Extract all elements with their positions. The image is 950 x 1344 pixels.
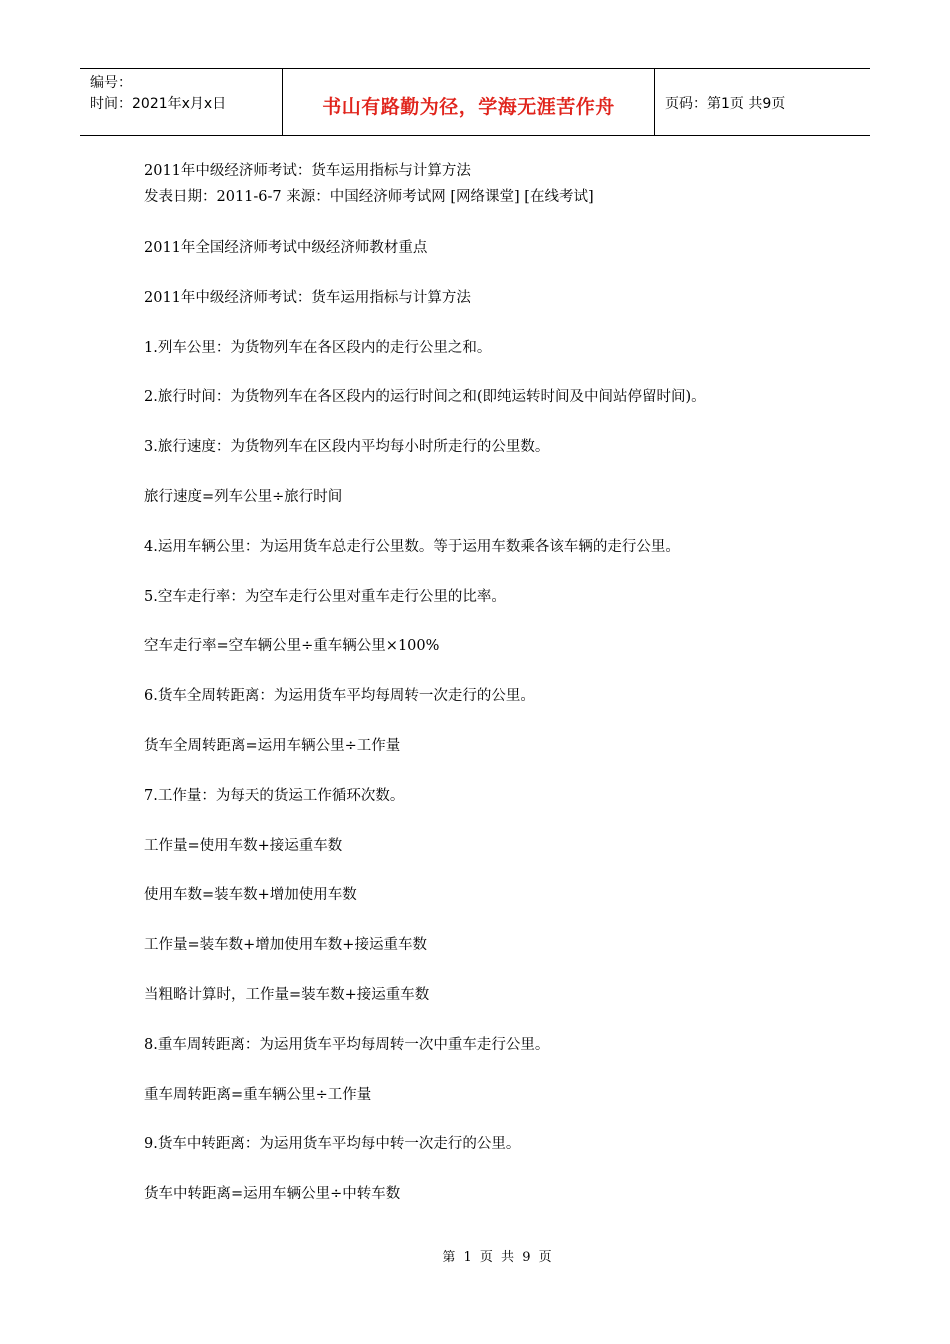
motto-text: 书山有路勤为径，学海无涯苦作舟 <box>322 95 615 118</box>
paragraph-line: 6.货车全周转距离：为运用货车平均每周转一次走行的公里。 <box>144 688 535 705</box>
paragraph-line: 当粗略计算时，工作量=装车数+接运重车数 <box>144 986 430 1003</box>
paragraph-line: 使用车数=装车数+增加使用车数 <box>144 887 357 904</box>
paragraph-line: 工作量=使用车数+接运重车数 <box>144 837 343 854</box>
paragraph-line: 空车走行率=空车辆公里÷重车辆公里×100% <box>144 638 440 655</box>
paragraph-line: 重车周转距离=重车辆公里÷工作量 <box>144 1086 372 1103</box>
paragraph-line: 2011年全国经济师考试中级经济师教材重点 <box>144 240 428 256</box>
paragraph-line: 货车中转距离=运用车辆公里÷中转车数 <box>144 1186 401 1203</box>
paragraph-line: 1.列车公里：为货物列车在各区段内的走行公里之和。 <box>144 339 492 356</box>
article-heading <box>144 158 844 210</box>
time-label: 时间：2021年x月x日 <box>90 96 227 112</box>
paragraph-line: 2011年中级经济师考试：货车运用指标与计算方法 <box>144 289 471 306</box>
header-left-cell <box>80 69 282 135</box>
paragraph-line: 货车全周转距离=运用车辆公里÷工作量 <box>144 737 401 754</box>
header-page-cell <box>655 69 870 135</box>
paragraph-line: 4.运用车辆公里：为运用货车总走行公里数。等于运用车数乘各该车辆的走行公里。 <box>144 538 680 555</box>
paragraph-line: 2.旅行时间：为货物列车在各区段内的运行时间之和(即纯运转时间及中间站停留时间)。 <box>144 389 706 406</box>
article-lines <box>144 236 844 1206</box>
paragraph-line: 旅行速度=列车公里÷旅行时间 <box>144 488 343 505</box>
article-meta: 发表日期：2011-6-7 来源：中国经济师考试网 [网络课堂] [在线考试] <box>144 189 594 205</box>
header-motto-cell <box>282 69 655 135</box>
page-info: 页码：第1页 共9页 <box>665 96 786 112</box>
document-body <box>144 158 844 1232</box>
page-header <box>80 68 870 136</box>
page-footer: 第 1 页 共 9 页 <box>442 1250 552 1265</box>
article-title: 2011年中级经济师考试：货车运用指标与计算方法 <box>144 163 471 179</box>
paragraph-line: 5.空车走行率：为空车走行公里对重车走行公里的比率。 <box>144 588 506 605</box>
paragraph-line: 工作量=装车数+增加使用车数+接运重车数 <box>144 937 427 954</box>
paragraph-line: 9.货车中转距离：为运用货车平均每中转一次走行的公里。 <box>144 1136 521 1153</box>
paragraph-line: 3.旅行速度：为货物列车在区段内平均每小时所走行的公里数。 <box>144 439 550 456</box>
serial-label: 编号： <box>90 75 132 91</box>
paragraph-line: 8.重车周转距离：为运用货车平均每周转一次中重车走行公里。 <box>144 1036 550 1053</box>
paragraph-line: 7.工作量：为每天的货运工作循环次数。 <box>144 787 405 804</box>
